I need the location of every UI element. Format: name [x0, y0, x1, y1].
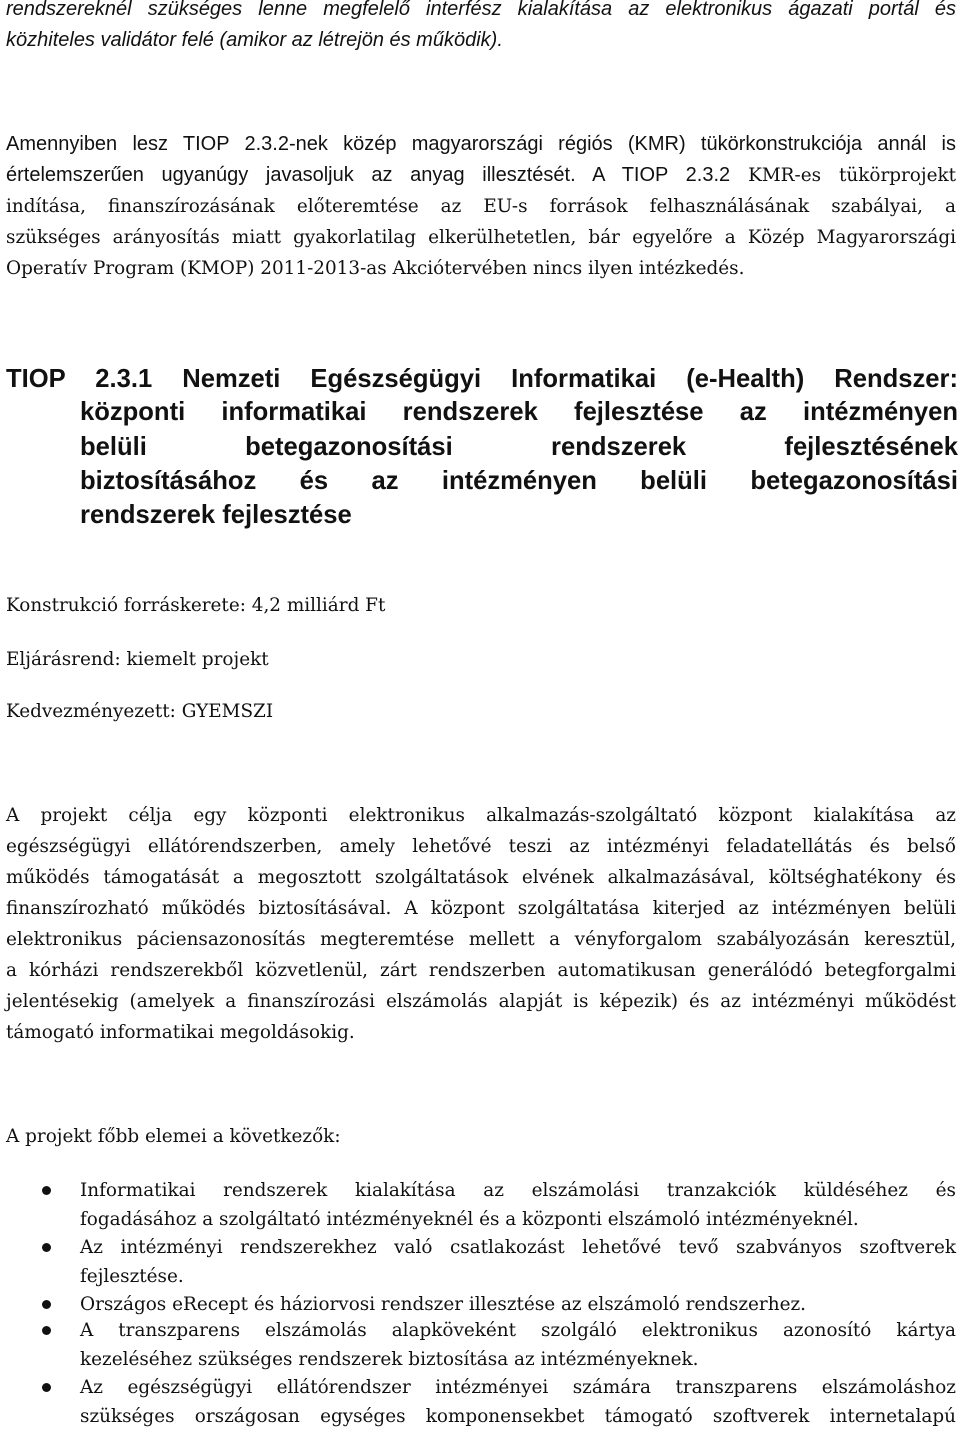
fact-beneficiary: Kedvezményezett: GYEMSZI: [6, 701, 274, 722]
list-item-line: A transzparens elszámolás alapköveként szolgáló elektronikus azonosító kártya: [80, 1320, 956, 1341]
list-item-line: Informatikai rendszerek kialakítása az elszámolási tranzakciók küldéséhez és: [80, 1180, 956, 1201]
fact-procedure: Eljárásrend: kiemelt projekt: [6, 649, 269, 670]
elements-intro-text: A projekt főbb elemei a következők:: [6, 1126, 341, 1147]
tiop-line-3: indítása, finanszírozásának előteremtése az EU-s források felhasználásának szabályai, a: [6, 196, 956, 217]
heading-line-4: biztosításához és az intézményen belüli betegazonosítási: [80, 467, 958, 495]
tiop-line-4: szükséges arányosítás miatt gyakorlatilag elkerülhetetlen, bár egyelőre a Közép Magyarországi: [6, 227, 956, 248]
list-item-line: Az intézményi rendszerekhez való csatlakozást lehetővé tevő szabványos szoftverek: [80, 1237, 956, 1258]
list-item-line: szükséges országosan egységes komponensekbet támogató szoftverek internetalapú: [80, 1406, 956, 1427]
goal-line-2: egészségügyi ellátórendszerben, amely lehetővé teszi az intézményi feladatellátás és belső: [6, 836, 956, 857]
bullet-icon: [42, 1326, 51, 1335]
heading-line-5: rendszerek fejlesztése: [80, 501, 352, 529]
bullet-icon: [42, 1300, 51, 1309]
heading-line-3: belüli betegazonosítási rendszerek fejlesztésének: [80, 433, 958, 461]
list-item-line: Országos eRecept és háziorvosi rendszer illesztése az elszámoló rendszerhez.: [80, 1294, 806, 1315]
intro-line-2: közhiteles validátor felé (amikor az létrejön és működik).: [6, 29, 503, 51]
goal-line-7: jelentésekig (amelyek a finanszírozási elszámolás alapját is képezik) és az intézményi működést: [6, 991, 956, 1012]
goal-line-1: A projekt célja egy központi elektronikus alkalmazás-szolgáltató központ kialakítása az: [6, 805, 956, 826]
tiop-line-2-serif: KMR-es tükörprojekt: [730, 165, 956, 186]
heading-line-1: TIOP 2.3.1 Nemzeti Egészségügyi Informatikai (e-Health) Rendszer:: [6, 365, 958, 393]
tiop-line-5: Operatív Program (KMOP) 2011-2013-as Akciótervében nincs ilyen intézkedés.: [6, 258, 745, 279]
goal-line-8: támogató informatikai megoldásokig.: [6, 1022, 355, 1043]
goal-line-4: finanszírozható működés biztosításával. A központ szolgáltatása kiterjed az intézményen belüli: [6, 898, 956, 919]
list-item-line: fogadásához a szolgáltató intézményeknél és a központi elszámoló intézményeknél.: [80, 1209, 859, 1230]
list-item-line: fejlesztése.: [80, 1266, 184, 1287]
tiop-line-2-sans: értelemszerűen ugyanúgy javasoljuk az anyag illesztését. A TIOP 2.3.2: [6, 164, 731, 186]
bullet-icon: [42, 1186, 51, 1195]
goal-line-5: elektronikus páciensazonosítás megteremtése mellett a vényforgalom szabályozásán keresztül,: [6, 929, 956, 950]
intro-line-1: rendszereknél szükséges lenne megfelelő interfész kialakítása az elektronikus ágazati portál és: [6, 0, 956, 20]
heading-line-2: központi informatikai rendszerek fejlesztése az intézményen: [80, 398, 958, 426]
tiop-line-1: Amennyiben lesz TIOP 2.3.2-nek közép magyarországi régiós (KMR) tükörkonstrukciója annál is: [6, 133, 956, 155]
fact-budget: Konstrukció forráskerete: 4,2 milliárd Ft: [6, 595, 386, 616]
bullet-icon: [42, 1243, 51, 1252]
goal-line-6: a kórházi rendszerekből közvetlenül, zárt rendszerben automatikusan generálódó betegforgalmi: [6, 960, 956, 981]
tiop-line-2: [6, 160, 956, 191]
bullet-icon: [42, 1383, 51, 1392]
list-item-line: Az egészségügyi ellátórendszer intézményei számára transzparens elszámoláshoz: [80, 1377, 956, 1398]
goal-line-3: működés támogatását a megosztott szolgáltatások elvének alkalmazásával, költséghatékony és: [6, 867, 956, 888]
list-item-line: kezeléséhez szükséges rendszerek biztosítása az intézményeknek.: [80, 1349, 699, 1370]
